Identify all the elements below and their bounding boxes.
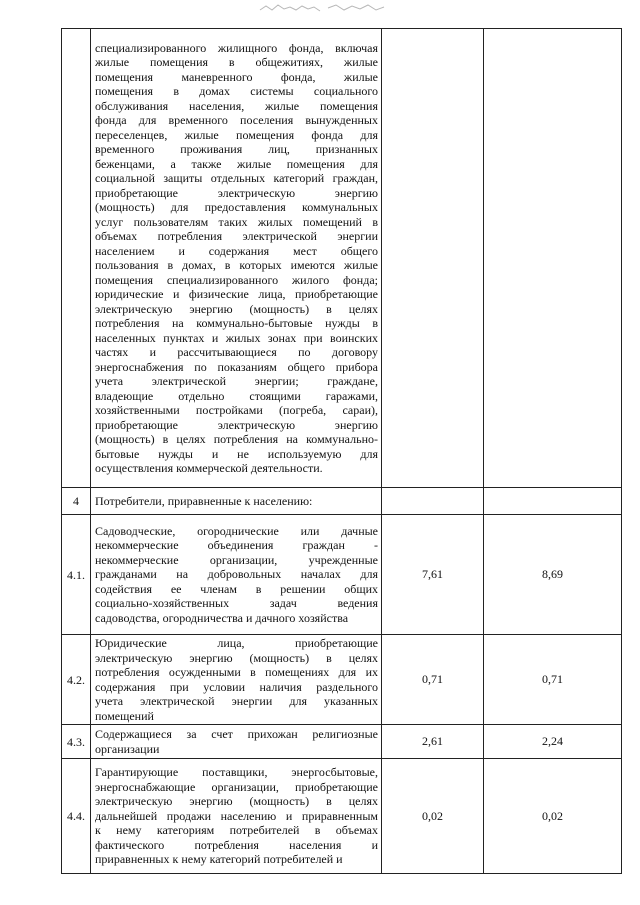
- description-line: содержания при условии наличия раздельного: [95, 679, 378, 694]
- table-row: [62, 725, 622, 759]
- stamp-mark: [258, 2, 388, 14]
- description-line: некоммерческие организации, учрежденные: [95, 552, 378, 567]
- row-number: [62, 29, 91, 488]
- description-line: осуществления коммерческой деятельности.: [95, 461, 323, 475]
- table-row: [62, 515, 622, 635]
- description-line: гражданами на добровольных началах для: [95, 567, 378, 582]
- table-row: [62, 29, 622, 488]
- description-line: организации: [95, 741, 160, 756]
- description-line: электрическую энергию (мощность) в целях: [95, 301, 378, 316]
- description-line: бытовые нужды и не используемую для: [95, 446, 378, 461]
- tariff-value-1: 0,71: [382, 635, 484, 725]
- tariff-table: [61, 28, 622, 874]
- description-line: фактического потребления населения и: [95, 837, 378, 852]
- row-description: [91, 488, 382, 515]
- row-number: 4.3.: [62, 725, 91, 759]
- description-line: помещения в домах системы социального: [95, 84, 378, 98]
- description-line: приравненных к нему категорий потребителей и: [95, 852, 343, 867]
- description-line: садоводства, огородничества и дачного хозяйства: [95, 610, 349, 625]
- description-line: Гарантирующие поставщики, энергосбытовые,: [95, 765, 378, 780]
- description-line: хозяйственными постройками (погреба, сараи),: [95, 403, 378, 417]
- table-row: [62, 488, 622, 515]
- description-line: переселенцев, жилые помещения фонда для: [95, 127, 378, 142]
- description-line: фонда для временного поселения вынужденных: [95, 113, 378, 127]
- row-description: [91, 635, 382, 725]
- tariff-value-2: [484, 29, 622, 488]
- tariff-value-1: 0,02: [382, 759, 484, 874]
- description-line: Содержащиеся за счет прихожан религиозные: [95, 727, 378, 741]
- description-line: специализированного жилищного фонда, включая: [95, 40, 378, 55]
- description-line: помещения специализированного жилого фонда;: [95, 272, 378, 287]
- description-line: потребления на коммунально-бытовые нужды в: [95, 316, 378, 330]
- description-line: беженцами, а также жилые помещения для: [95, 156, 378, 171]
- row-number: 4.2.: [62, 635, 91, 725]
- tariff-value-2: 2,24: [484, 725, 622, 759]
- tariff-value-2: 8,69: [484, 515, 622, 635]
- description-line: дальнейшей продажи населению и приравненным: [95, 808, 378, 823]
- row-number: 4: [62, 488, 91, 515]
- description-line: содействия ее членам в решении общих: [95, 581, 378, 596]
- row-description: [91, 759, 382, 874]
- description-line: учета электрической энергии для указанных: [95, 694, 378, 708]
- tariff-value-1: [382, 488, 484, 515]
- tariff-value-2: 0,71: [484, 635, 622, 725]
- description-line: (мощность) в целях потребления на коммунально-: [95, 432, 378, 446]
- description-line: потребления осужденными в помещениях для их: [95, 665, 378, 679]
- description-line: к нему категориям потребителей в объемах: [95, 823, 378, 838]
- description-line: социальной защиты отдельных категорий граждан,: [95, 171, 378, 185]
- row-description: [91, 725, 382, 759]
- tariff-value-2: 0,02: [484, 759, 622, 874]
- table-row: [62, 635, 622, 725]
- description-line: (мощность) для предоставления коммунальных: [95, 200, 378, 214]
- row-number: 4.4.: [62, 759, 91, 874]
- description-line: владеющие отдельно стоящими гаражами,: [95, 388, 378, 403]
- description-line: энергоснабжающие организации, приобретающие: [95, 779, 378, 794]
- table-body: [62, 29, 622, 874]
- table-row: [62, 759, 622, 874]
- description-line: временного проживания лиц, признанных: [95, 142, 378, 156]
- tariff-value-1: 2,61: [382, 725, 484, 759]
- description-line: помещений: [95, 708, 154, 723]
- description-line: обслуживания населения, жилые помещения: [95, 98, 378, 113]
- description-line: приобретающие электрическую энергию: [95, 185, 378, 200]
- description-line: электрическую энергию (мощность) в целях: [95, 650, 378, 665]
- row-description: [91, 29, 382, 488]
- tariff-value-1: 7,61: [382, 515, 484, 635]
- row-description: [91, 515, 382, 635]
- description-line: жилые помещения в общежитиях, жилые: [95, 55, 378, 69]
- description-line: энергоснабжения по показаниям общего прибора: [95, 359, 378, 374]
- description-line: социально-хозяйственных задач ведения: [95, 596, 378, 611]
- description-line: населенных пунктах и жилых зонах при воинских: [95, 330, 378, 345]
- description-line: населением и содержания мест общего: [95, 243, 378, 258]
- description-line: юридические и физические лица, приобретающие: [95, 287, 378, 301]
- description-line: помещения маневренного фонда, жилые: [95, 69, 378, 84]
- description-line: услуг пользователям таких жилых помещений в: [95, 214, 378, 229]
- description-line: Юридические лица, приобретающие: [95, 636, 378, 650]
- tariff-value-2: [484, 488, 622, 515]
- tariff-value-1: [382, 29, 484, 488]
- description-line: учета электрической энергии; граждане,: [95, 374, 378, 388]
- description-line: Садоводческие, огороднические или дачные: [95, 523, 378, 538]
- description-line: Потребители, приравненные к населению:: [95, 493, 313, 508]
- row-number: 4.1.: [62, 515, 91, 635]
- description-line: некоммерческие объединения граждан -: [95, 538, 378, 553]
- description-line: пользования в домах, в которых имеются жилые: [95, 258, 378, 272]
- description-line: объемах потребления электрической энергии: [95, 229, 378, 243]
- description-line: приобретающие электрическую энергию: [95, 417, 378, 432]
- description-line: частях и рассчитывающиеся по договору: [95, 345, 378, 359]
- description-line: электрическую энергию (мощность) в целях: [95, 794, 378, 809]
